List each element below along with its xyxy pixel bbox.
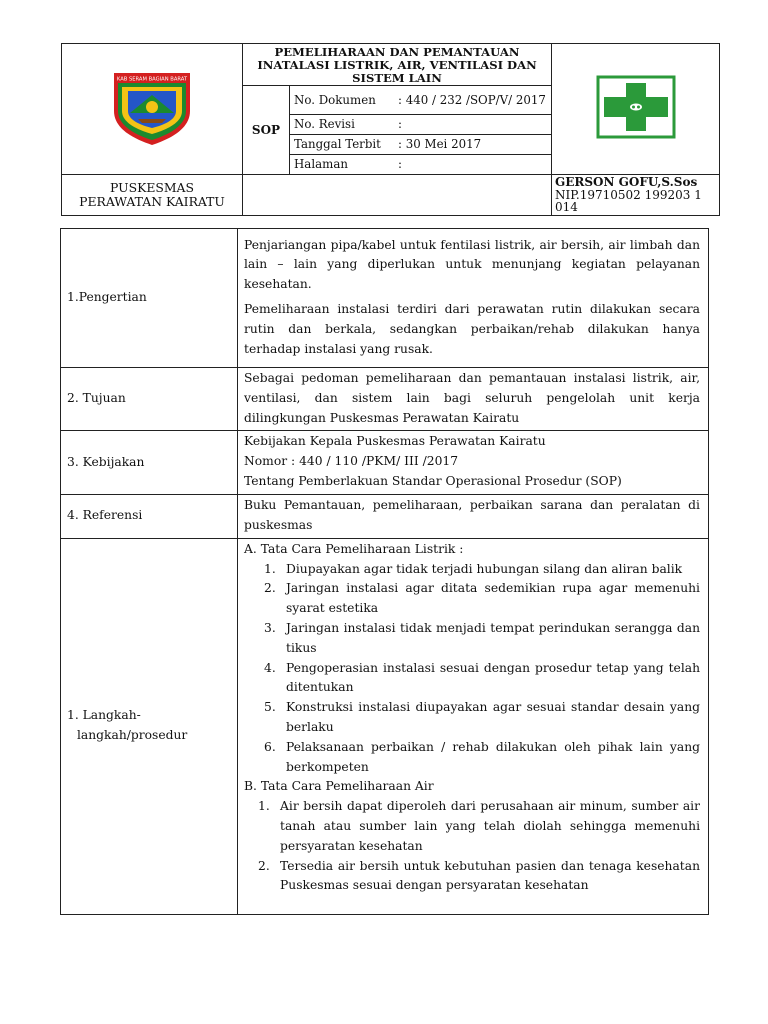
list-item-number: 1. — [258, 799, 270, 814]
section-b-title: B. Tata Cara Pemeliharaan Air — [244, 779, 434, 794]
issue-date-label: Tanggal Terbit — [294, 137, 381, 152]
referensi-label: 4. Referensi — [61, 494, 238, 538]
health-logo-cell — [552, 44, 720, 175]
list-item — [244, 857, 700, 897]
list-item-text: Air bersih dapat diperoleh dari perusahaan air minum, sumber air tanah atau sumber lain yang telah diolah sehingga memenuhi persyaratan kesehatan — [280, 799, 700, 853]
pengertian-paragraph-1: Penjariangan pipa/kabel untuk fentilasi listrik, air bersih, air limbah dan lain – lain yang diperlukan untuk menunjang kegiatan pelayanan kesehatan. — [244, 237, 700, 292]
list-item — [244, 738, 700, 778]
kebijakan-line-2: Nomor : 440 / 110 /PKM/ III /2017 — [244, 454, 459, 469]
org-line-1: PUSKESMAS — [110, 179, 194, 195]
list-item — [244, 698, 700, 738]
list-item-number: 1. — [264, 561, 276, 576]
kebijakan-line-1: Kebijakan Kepala Puskesmas Perawatan Kairatu — [244, 434, 546, 449]
svg-text:KAB SERAM BAGIAN BARAT: KAB SERAM BAGIAN BARAT — [116, 76, 188, 83]
revision-label: No. Revisi — [294, 117, 355, 132]
doc-number-label: No. Dokumen — [294, 92, 376, 107]
kebijakan-label: 3. Kebijakan — [61, 431, 238, 494]
signer-block — [552, 175, 720, 216]
langkah-label-line-1: 1. Langkah- — [67, 708, 141, 723]
list-item-text: Jaringan instalasi agar ditata sedemikian rupa agar memenuhi syarat estetika — [286, 581, 700, 616]
page-value: : — [398, 157, 402, 172]
regency-emblem-icon — [108, 67, 196, 147]
list-item-text: Pengoperasian instalasi sesuai dengan prosedur tetap yang telah ditentukan — [286, 660, 700, 695]
section-a-title: A. Tata Cara Pemeliharaan Listrik : — [244, 541, 464, 556]
langkah-content — [238, 538, 709, 914]
signer-nip: NIP.19710502 199203 1 014 — [555, 187, 702, 214]
sop-body-table — [60, 228, 709, 915]
kebijakan-content — [238, 431, 709, 494]
list-item — [244, 619, 700, 659]
langkah-label-line-2: langkah/prosedur — [77, 728, 188, 743]
issue-date-value: : 30 Mei 2017 — [398, 137, 482, 152]
document-header-table — [61, 43, 720, 216]
kebijakan-line-3: Tentang Pemberlakuan Standar Operasional Prosedur (SOP) — [244, 473, 622, 488]
list-item-text: Pelaksanaan perbaikan / rehab dilakukan oleh pihak lain yang berkompeten — [286, 739, 700, 774]
document-title: PEMELIHARAAN DAN PEMANTAUAN INATALASI LISTRIK, AIR, VENTILASI DAN SISTEM LAIN — [243, 44, 552, 86]
doc-number-row — [290, 86, 552, 115]
list-item-number: 2. — [258, 858, 270, 873]
section-a-list — [244, 560, 700, 778]
list-item-text: Tersedia air bersih untuk kebutuhan pasien dan tenaga kesehatan Puskesmas sesuai dengan persyaratan kesehatan — [280, 858, 700, 893]
list-item-number: 3. — [264, 620, 276, 635]
page-row — [290, 155, 552, 175]
list-item — [244, 560, 700, 580]
doc-number-value: : 440 / 232 /SOP/V/ 2017 — [398, 92, 546, 107]
page-label: Halaman — [294, 157, 348, 172]
section-b-list — [244, 797, 700, 896]
list-item-text: Jaringan instalasi tidak menjadi tempat perindukan serangga dan tikus — [286, 620, 700, 655]
revision-value: : — [398, 117, 402, 132]
list-item-text: Diupayakan agar tidak terjadi hubungan silang dan aliran balik — [286, 561, 683, 576]
list-item-number: 4. — [264, 660, 276, 675]
puskesmas-cross-logo-icon — [596, 75, 676, 139]
list-item — [244, 659, 700, 699]
langkah-label — [61, 538, 238, 914]
tujuan-label: 2. Tujuan — [61, 368, 238, 431]
list-item-text: Konstruksi instalasi diupayakan agar sesuai standar desain yang berlaku — [286, 700, 700, 734]
list-item — [244, 579, 700, 619]
list-item — [244, 797, 700, 856]
sop-label: SOP — [243, 86, 290, 175]
org-line-2: PERAWATAN KAIRATU — [79, 193, 225, 209]
pengertian-content — [238, 229, 709, 368]
signer-name: GERSON GOFU,S.Sos — [555, 175, 698, 189]
list-item-number: 6. — [264, 739, 276, 754]
blank-cell — [243, 175, 552, 216]
organization-name — [62, 175, 243, 216]
tujuan-content: Sebagai pedoman pemeliharaan dan pemantauan instalasi listrik, air, ventilasi, dan sistem lain bagi seluruh pengelolah unit kerja dilingkungan Puskesmas Perawatan Kairatu — [238, 368, 709, 431]
referensi-content: Buku Pemantauan, pemeliharaan, perbaikan sarana dan peralatan di puskesmas — [238, 494, 709, 538]
revision-row — [290, 115, 552, 135]
list-item-number: 2. — [264, 581, 276, 596]
pengertian-paragraph-2: Pemeliharaan instalasi terdiri dari perawatan rutin dilakukan secara rutin dan berkala, sedangkan perbaikan/rehab dilakukan hanya terhadap instalasi yang rusak. — [244, 302, 700, 356]
issue-date-row — [290, 135, 552, 155]
list-item-number: 5. — [264, 700, 276, 715]
regency-logo-cell — [62, 44, 243, 175]
pengertian-label: 1.Pengertian — [61, 229, 238, 368]
